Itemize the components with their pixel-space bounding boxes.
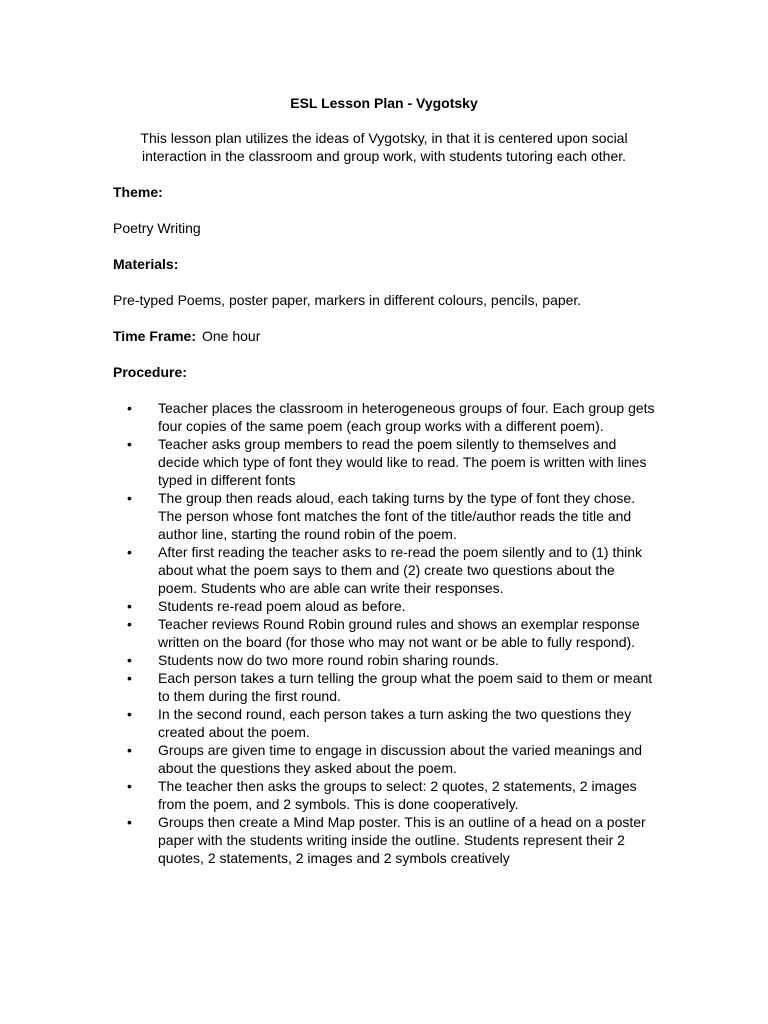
bullet-icon: •: [127, 706, 132, 722]
list-item: [127, 741, 657, 777]
list-item: [127, 705, 657, 741]
list-item: [127, 399, 657, 435]
bullet-icon: •: [127, 436, 132, 452]
time-frame-value: One hour: [202, 328, 261, 344]
list-item: [127, 777, 657, 813]
bullet-icon: •: [127, 652, 132, 668]
list-item: [127, 543, 657, 597]
list-item-text: The teacher then asks the groups to select: 2 quotes, 2 statements, 2 images from the poem, and 2 symbols. This is done cooperatively.: [158, 778, 637, 812]
list-item: [127, 651, 657, 669]
bullet-icon: •: [127, 814, 132, 830]
list-item: [127, 489, 657, 543]
list-item-text: After first reading the teacher asks to re-read the poem silently and to (1) think about what the poem says to them and (2) create two questions about the poem. Students who are able can write their responses.: [158, 544, 643, 596]
list-item-text: Teacher asks group members to read the poem silently to themselves and decide which type of font they would like to read. The poem is written with lines typed in different fonts: [158, 436, 647, 488]
materials-value: Pre-typed Poems, poster paper, markers in different colours, pencils, paper.: [113, 292, 582, 308]
time-frame-label: Time Frame:: [113, 328, 196, 344]
list-item-text: Groups then create a Mind Map poster. This is an outline of a head on a poster paper with the students writing inside the outline. Students represent their 2 quotes, 2 statements, 2 images and 2 symbols creatively: [158, 814, 646, 866]
theme-value: Poetry Writing: [113, 220, 201, 236]
list-item-text: Teacher reviews Round Robin ground rules and shows an exemplar response written on the board (for those who may not want or be able to fully respond).: [158, 616, 640, 650]
bullet-icon: •: [127, 490, 132, 506]
list-item: [127, 813, 657, 867]
procedure-heading: Procedure:: [113, 364, 187, 380]
bullet-icon: •: [127, 670, 132, 686]
list-item-text: In the second round, each person takes a turn asking the two questions they created about the poem.: [158, 706, 632, 740]
time-frame-line: [113, 327, 260, 345]
bullet-icon: •: [127, 544, 132, 560]
bullet-icon: •: [127, 598, 132, 614]
list-item: [127, 435, 657, 489]
bullet-icon: •: [127, 778, 132, 794]
bullet-icon: •: [127, 400, 132, 416]
intro-paragraph: This lesson plan utilizes the ideas of Vygotsky, in that it is centered upon social interaction in the classroom and group work, with students tutoring each other.: [140, 130, 628, 164]
procedure-list: [127, 399, 657, 867]
list-item: [127, 615, 657, 651]
bullet-icon: •: [127, 742, 132, 758]
list-item-text: The group then reads aloud, each taking turns by the type of font they chose. The person whose font matches the font of the title/author reads the title and author line, starting the round robin of the poem.: [158, 490, 636, 542]
materials-heading: Materials:: [113, 256, 179, 272]
list-item-text: Each person takes a turn telling the group what the poem said to them or meant to them during the first round.: [158, 670, 653, 704]
bullet-icon: •: [127, 616, 132, 632]
list-item-text: Groups are given time to engage in discussion about the varied meanings and about the questions they asked about the poem.: [158, 742, 643, 776]
list-item-text: Teacher places the classroom in heterogeneous groups of four. Each group gets four copies of the same poem (each group works with a different poem).: [158, 400, 655, 434]
theme-heading: Theme:: [113, 184, 163, 200]
list-item-text: Students re-read poem aloud as before.: [158, 598, 406, 614]
list-item-text: Students now do two more round robin sharing rounds.: [158, 652, 499, 668]
list-item: [127, 597, 657, 615]
document-title: ESL Lesson Plan - Vygotsky: [290, 95, 478, 111]
list-item: [127, 669, 657, 705]
